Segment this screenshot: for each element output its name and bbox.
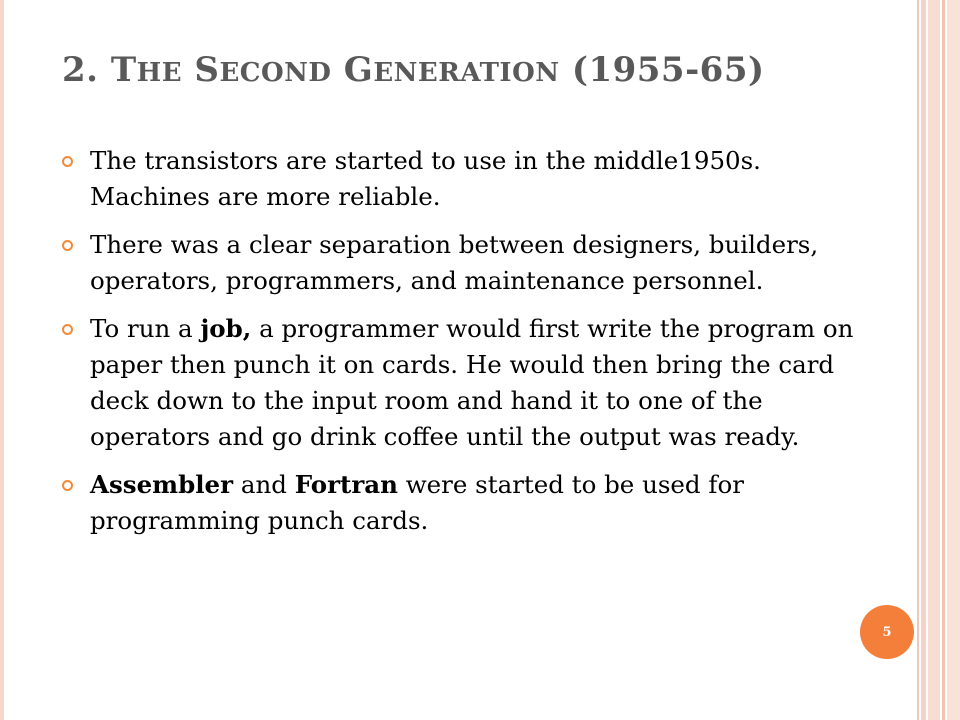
- slide-title: [62, 50, 765, 90]
- hollow-circle-bullet-icon: [62, 324, 73, 335]
- title-number: 2.: [62, 50, 99, 90]
- decorative-stripe: [917, 0, 919, 720]
- bullet-item: [62, 227, 862, 299]
- title-word-the: [111, 50, 182, 90]
- bullet-text-after: were started to be used for programming punch cards.: [90, 470, 744, 535]
- title-small-caps: ECOND: [219, 58, 332, 88]
- title-word-second: [194, 50, 331, 90]
- bullet-text-before: To run a: [90, 314, 201, 343]
- hollow-circle-bullet-icon: [62, 156, 73, 167]
- decorative-stripe: [928, 0, 940, 720]
- bullet-text: There was a clear separation between designers, builders, operators, programmers, and maintenance personnel.: [90, 230, 819, 295]
- title-initial: T: [110, 50, 137, 90]
- bullet-text-middle: and: [233, 470, 295, 499]
- decorative-stripe: [921, 0, 926, 720]
- bullet-bold-term: Assembler: [90, 470, 234, 499]
- decorative-stripe: [947, 0, 960, 720]
- bullet-list: [62, 143, 862, 551]
- hollow-circle-bullet-icon: [62, 240, 73, 251]
- bullet-bold-term: Fortran: [294, 470, 398, 499]
- page-number-badge: [860, 605, 914, 659]
- title-initial: G: [343, 50, 374, 90]
- title-initial: S: [194, 50, 220, 90]
- bullet-item: [62, 467, 862, 539]
- page-number: 5: [882, 624, 892, 640]
- bullet-bold-term: job,: [200, 314, 252, 343]
- left-decorative-rule: [0, 0, 4, 720]
- title-word-generation: [344, 50, 560, 90]
- bullet-text-after: a programmer would first write the program on paper then punch it on cards. He would then bring the card deck down to the input room and hand it to one of the operators and go drink coffee until the output was ready.: [90, 314, 854, 451]
- bullet-item: [62, 143, 862, 215]
- title-small-caps: ENERATION: [373, 58, 560, 88]
- title-small-caps: HE: [136, 58, 183, 88]
- bullet-item: [62, 311, 862, 455]
- decorative-stripe: [942, 0, 945, 720]
- title-years: (1955-65): [571, 50, 765, 90]
- bullet-text: The transistors are started to use in the middle1950s. Machines are more reliable.: [90, 146, 761, 211]
- hollow-circle-bullet-icon: [62, 480, 73, 491]
